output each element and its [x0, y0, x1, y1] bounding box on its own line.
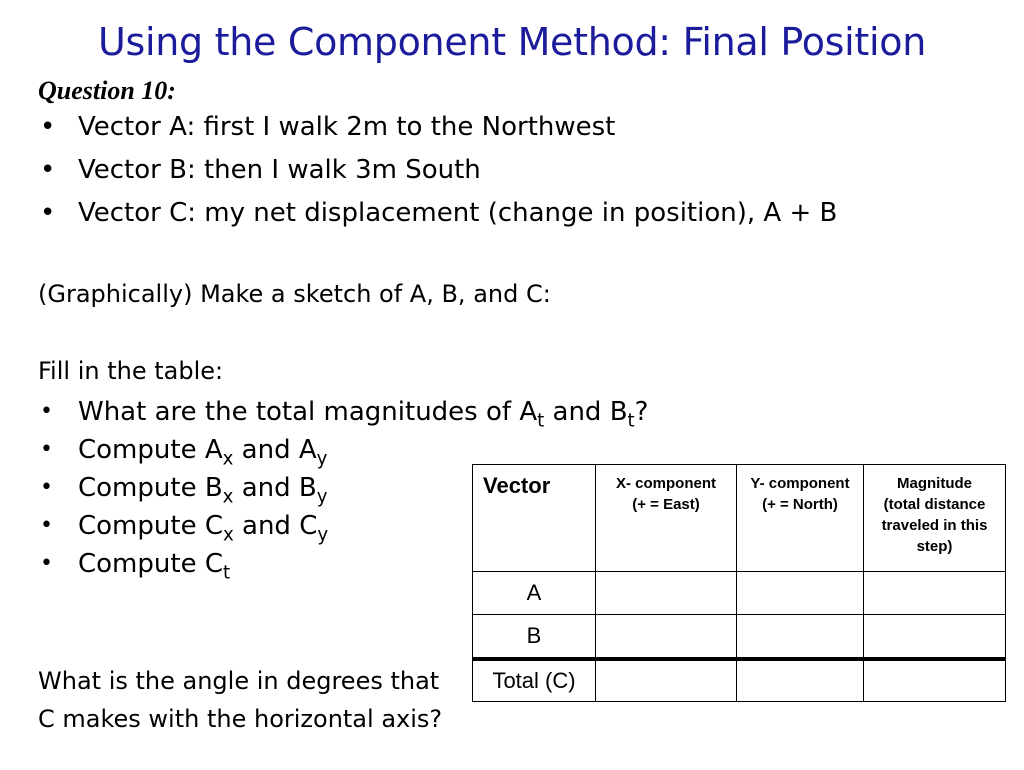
bullet-icon: • — [40, 475, 53, 500]
bullet-icon: • — [40, 513, 53, 538]
component-table — [472, 464, 1006, 702]
vector-c-text: Vector C: my net displacement (change in position), A + B — [78, 198, 838, 228]
vector-list — [38, 108, 837, 237]
task-compute-ct: Compute $C_t$ — [78, 549, 231, 584]
row-label-a: A — [473, 572, 596, 615]
cell-c-x[interactable] — [596, 659, 737, 702]
sketch-instruction: (Graphically) Make a sketch of A, B, and C: — [38, 280, 551, 308]
task-compute-a: Compute $A_x$ and $A_y$ — [78, 435, 328, 470]
list-item — [38, 395, 648, 433]
angle-question: What is the angle in degrees that C makes with the horizontal axis? — [38, 667, 443, 733]
header-vector: Vector — [473, 465, 596, 572]
cell-c-magnitude[interactable] — [864, 659, 1006, 702]
task-compute-b: Compute $B_x$ and $B_y$ — [78, 473, 328, 508]
bullet-icon: • — [40, 198, 56, 228]
row-label-b: B — [473, 615, 596, 660]
cell-c-y[interactable] — [737, 659, 864, 702]
cell-b-magnitude[interactable] — [864, 615, 1006, 660]
cell-a-x[interactable] — [596, 572, 737, 615]
list-item — [38, 108, 837, 151]
table-row — [473, 659, 1006, 702]
bullet-icon: • — [40, 399, 53, 424]
table-row — [473, 572, 1006, 615]
cell-b-x[interactable] — [596, 615, 737, 660]
bullet-icon: • — [40, 551, 53, 576]
bullet-icon: • — [40, 437, 53, 462]
cell-a-magnitude[interactable] — [864, 572, 1006, 615]
header-y-component: Y- component (+ = North) — [737, 465, 864, 572]
task-compute-c: Compute $C_x$ and $C_y$ — [78, 511, 329, 546]
cell-a-y[interactable] — [737, 572, 864, 615]
header-x-component: X- component (+ = East) — [596, 465, 737, 572]
list-item — [38, 194, 837, 237]
row-label-total: Total (C) — [473, 659, 596, 702]
table-header-row — [473, 465, 1006, 572]
bullet-icon: • — [40, 112, 56, 142]
task-magnitudes: What are the total magnitudes of $A_t$ and $B_t$? — [78, 397, 649, 432]
vector-a-text: Vector A: first I walk 2m to the Northwest — [78, 112, 616, 142]
table-row — [473, 615, 1006, 660]
page-title: Using the Component Method: Final Position — [97, 20, 926, 64]
header-magnitude: Magnitude (total distance traveled in this step) — [864, 465, 1006, 572]
list-item — [38, 151, 837, 194]
vector-b-text: Vector B: then I walk 3m South — [78, 155, 481, 185]
cell-b-y[interactable] — [737, 615, 864, 660]
bullet-icon: • — [40, 155, 56, 185]
question-label: Question 10: — [38, 76, 176, 105]
fill-instruction: Fill in the table: — [38, 357, 224, 385]
